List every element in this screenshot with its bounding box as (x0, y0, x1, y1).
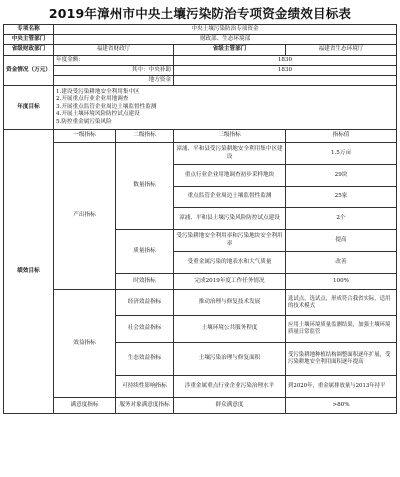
central-subsidy-label: 其中：中央补助 (54, 66, 174, 76)
output-indicators: 产出指标 (54, 143, 116, 290)
indicator-value: 25家 (286, 187, 397, 208)
indicator-value: 受污染耕地种植结构调整面积逐年扩展，受污染耕地安全利用面积逐年提高 (286, 343, 397, 376)
quality-indicators: 质量指标 (116, 230, 174, 274)
prov-finance-label: 省级财政部门 (4, 45, 54, 56)
sustainability-indicators: 可持续性影响指标 (116, 376, 174, 398)
col-level1-header: 一级指标 (54, 130, 116, 143)
indicator-value: 29块 (286, 165, 397, 187)
goal-item: 4.开展土壤环境风险防控试点建设 (56, 111, 140, 118)
annual-amount-label: 年度金额： (54, 56, 174, 66)
col-value-header: 指标值 (286, 130, 397, 143)
prov-finance-value: 福建省财政厅 (54, 45, 174, 56)
annual-amount-value: 1830 (174, 56, 397, 66)
indicator-value: 提高 (286, 230, 397, 252)
central-subsidy-value: 1830 (174, 66, 397, 76)
prov-dept-value: 福建省生态环境厅 (286, 45, 397, 56)
indicator-name: 重点行业企业用地调查初步采样地块 (174, 165, 286, 187)
project-name-value: 中央土壤污染防治专项资金 (54, 25, 397, 35)
prov-dept-label: 省级主管部门 (174, 45, 286, 56)
page-title: 2019年漳州市中央土壤污染防治专项资金绩效目标表 (48, 6, 352, 21)
indicator-name: 漳浦、平和县土壤污染风险防控试点建设 (174, 208, 286, 230)
service-satisfaction-indicators: 服务对象满意度指标 (116, 398, 174, 414)
indicator-value: 到2020年，重金属排放量与2013年持平 (286, 376, 397, 398)
col-level3-header: 三级指标 (174, 130, 286, 143)
indicator-value: 应用土壤环境质量监测结果，加强土壤环境质量日常监管 (286, 316, 397, 343)
performance-target-table (3, 24, 397, 414)
indicator-name: 完成2019年度工作任务情况 (174, 274, 286, 290)
social-benefit-indicators: 社会效益指标 (116, 316, 174, 343)
indicator-value: 2个 (286, 208, 397, 230)
indicator-name: 推动治理与修复技术发展 (174, 290, 286, 316)
indicator-name: 受污染耕地安全利用率和污染地块安全利用率 (174, 230, 286, 252)
timeliness-indicators: 时效指标 (116, 274, 174, 290)
goal-item: 5.防控重金属污染风险 (56, 118, 112, 125)
ecological-benefit-indicators: 生态效益指标 (116, 343, 174, 376)
col-level2-header: 二级指标 (116, 130, 174, 143)
indicator-value: 改善 (286, 252, 397, 274)
indicator-name: 受重金属污染的地表水和大气质量 (174, 252, 286, 274)
project-name-label: 专项名称 (4, 25, 54, 35)
indicator-name: 重点监管企业周边土壤监督性监测 (174, 187, 286, 208)
annual-goals-list (54, 86, 397, 130)
benefit-indicators: 效益指标 (54, 290, 116, 398)
funds-label: 资金情况（万元） (4, 56, 54, 86)
economic-benefit-indicators: 经济效益指标 (116, 290, 174, 316)
local-funds-label: 地方资金 (54, 76, 174, 86)
indicator-value: 1.5万亩 (286, 143, 397, 165)
indicator-name: 群众满意度 (174, 398, 286, 414)
local-funds-value (174, 76, 397, 86)
performance-label: 绩效目标 (4, 130, 54, 414)
indicator-value: 100% (286, 274, 397, 290)
indicator-name: 土壤污染治理与修复面积 (174, 343, 286, 376)
central-dept-label: 中央主管部门 (4, 35, 54, 45)
indicator-value: 选试点，选试点，形成符合我省实际，适用的技术模式 (286, 290, 397, 316)
indicator-name: 土壤环境公共服务程度 (174, 316, 286, 343)
indicator-name: 涉重金属重点行业企业污染治理水平 (174, 376, 286, 398)
indicator-name: 漳浦、平和县受污染耕地安全利用集中区建设 (174, 143, 286, 165)
quantity-indicators: 数量指标 (116, 143, 174, 230)
goal-item: 1.建设受污染耕地安全利用集中区 (56, 88, 140, 95)
annual-goals-label: 年度目标 (4, 86, 54, 130)
goal-item: 3.开展重点监管企业周边土壤监督性监测 (56, 103, 157, 110)
goal-item: 2.开展重点行业企业用地调查 (56, 96, 129, 103)
central-dept-value: 财政部、生态环境部 (54, 35, 397, 45)
satisfaction-indicators: 满意度指标 (54, 398, 116, 414)
indicator-value: >80% (286, 398, 397, 414)
